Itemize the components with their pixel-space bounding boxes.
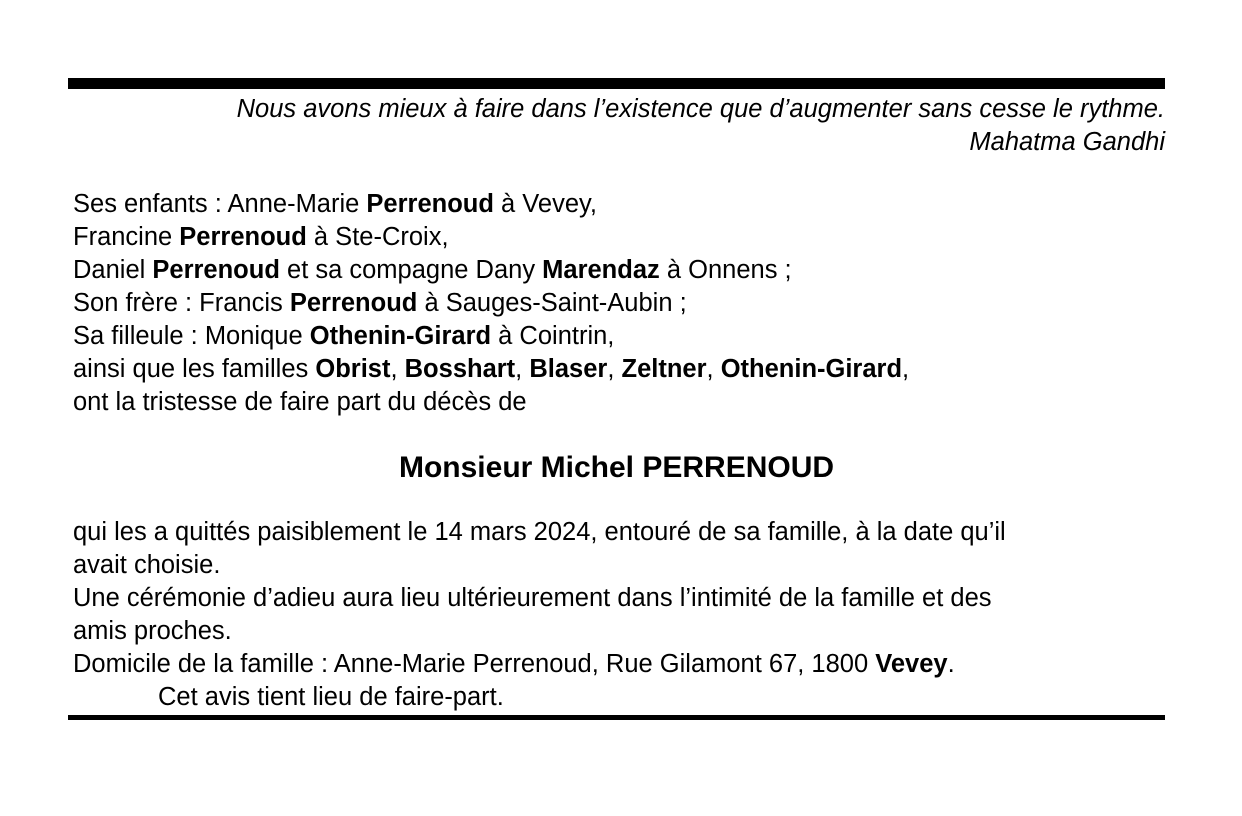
family-line-announcement: ont la tristesse de faire part du décès de <box>73 388 527 416</box>
surname: Perrenoud <box>179 223 307 251</box>
text-span: et sa compagne Dany <box>279 256 543 284</box>
family-line-goddaughter <box>73 320 1163 353</box>
text-span: à Vevey, <box>493 190 597 218</box>
text-span: à Sauges-Saint-Aubin ; <box>417 289 687 317</box>
closing-note: Cet avis tient lieu de faire-part. <box>158 683 504 711</box>
text-span: à Cointrin, <box>491 322 615 350</box>
family-line-brother <box>73 287 1163 320</box>
text-span: ainsi que les familles <box>73 355 316 383</box>
surname: Perrenoud <box>289 289 418 317</box>
text-span: Sa filleule : Monique <box>73 322 310 350</box>
text-span: Domicile de la famille : Anne-Marie Perrenoud, Rue Gilamont 67, 1800 <box>73 650 876 678</box>
city: Vevey <box>875 650 948 678</box>
top-rule <box>68 78 1165 89</box>
family-line-children <box>73 188 1163 221</box>
text-span: Son frère : Francis <box>73 289 290 317</box>
surname: Zeltner <box>621 355 707 383</box>
text-span: Francine <box>73 223 180 251</box>
body-line: avait choisie. <box>73 551 221 579</box>
family-announcement <box>73 188 1163 419</box>
quote-author: Mahatma Gandhi <box>969 128 1165 156</box>
family-line-daniel <box>73 254 1163 287</box>
epigraph-quote <box>68 93 1165 159</box>
text-span: à Ste-Croix, <box>306 223 449 251</box>
surname: Perrenoud <box>366 190 494 218</box>
family-line-families <box>73 353 1163 386</box>
quote-text: Nous avons mieux à faire dans l’existence que d’augmenter sans cesse le rythme. <box>236 95 1165 123</box>
surname: Bosshart <box>404 355 516 383</box>
body-line: amis proches. <box>73 617 232 645</box>
text-span: Ses enfants : Anne-Marie <box>73 190 367 218</box>
text-span: . <box>947 650 955 678</box>
family-address <box>73 648 1163 681</box>
text-span: à Onnens ; <box>659 256 792 284</box>
body-line: Une cérémonie d’adieu aura lieu ultérieurement dans l’intimité de la famille et des <box>73 584 992 612</box>
surname: Othenin-Girard <box>720 355 903 383</box>
separator: , <box>706 355 721 383</box>
deceased-name: Monsieur Michel PERRENOUD <box>398 451 835 484</box>
bottom-rule <box>68 715 1165 720</box>
separator: , <box>607 355 622 383</box>
text-span: Daniel <box>73 256 153 284</box>
separator: , <box>390 355 405 383</box>
surname: Marendaz <box>542 256 660 284</box>
surname: Othenin-Girard <box>309 322 492 350</box>
body-line: qui les a quittés paisiblement le 14 mars 2024, entouré de sa famille, à la date qu’il <box>73 518 1006 546</box>
separator: , <box>902 355 910 383</box>
family-line-francine <box>73 221 1163 254</box>
separator: , <box>515 355 530 383</box>
surname: Obrist <box>315 355 391 383</box>
surname: Perrenoud <box>152 256 280 284</box>
surname: Blaser <box>529 355 608 383</box>
announcement-body <box>73 516 1163 714</box>
